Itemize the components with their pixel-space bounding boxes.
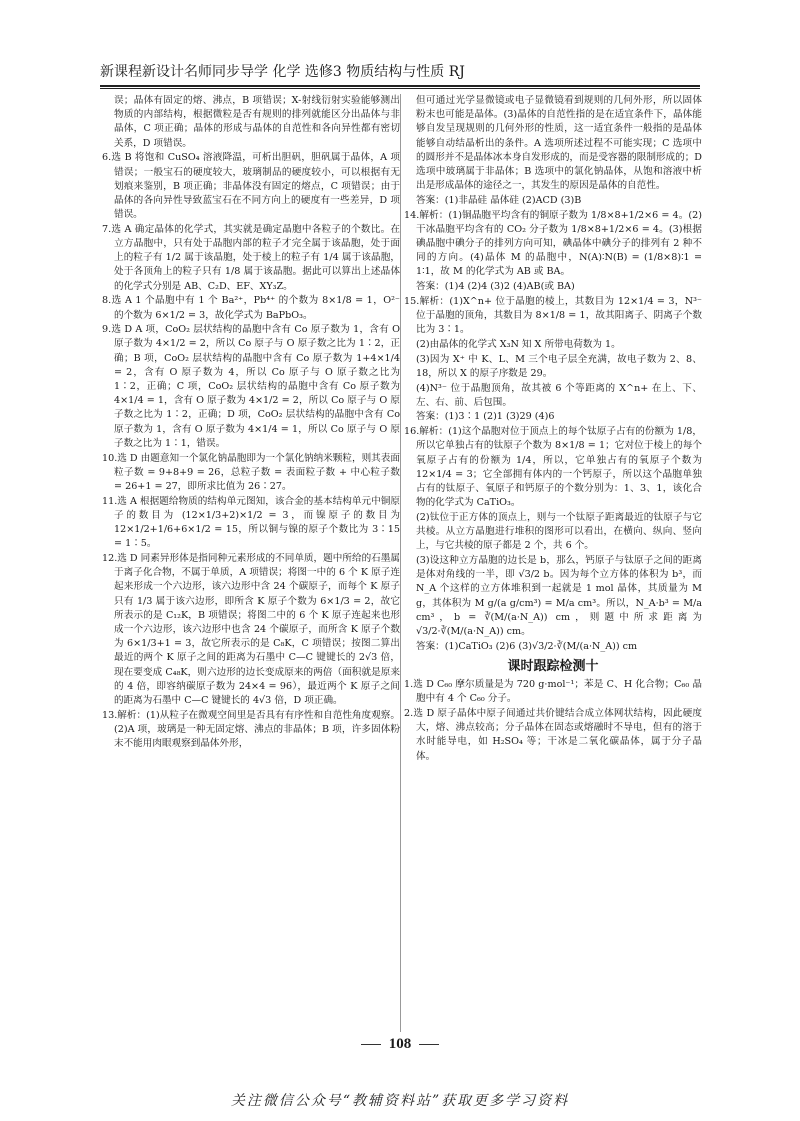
answer-paragraph: 9.选 D A 项，CoO₂ 层状结构的晶胞中含有 Co 原子数为 1，含有 O 原子数为 4×1/2 = 2，所以 Co 原子与 O 原子数之比为 1∶2，正确；B 项，CoO₂ 层状结构的晶胞中含有 Co 原子数为 1+4×1/4 = 2，含有 O 原子数为 4，所以 Co 原子与 O 原子数之比为 1∶2，正确；C 项，CoO₂ 层状结构的晶胞中含有 Co 原子数为 4×1/4 = 1，含有 O 原子数为 4×1/2 = 2，所以 Co 原子与 O 原子数之比为 1∶2，正确；D 项，CoO₂ 层状结构的晶胞中含有 Co 原子数为 1，含有 O 原子数为 4×1/4 = 1，所以 Co 原子与 O 原子数之比为 1∶1，错误。 [102,324,400,449]
answer-paragraph: 7.选 A 确定晶体的化学式，其实就是确定晶胞中各粒子的个数比。在立方晶胞中，只有处于晶胞内部的粒子才完全属于该晶胞，处于面上的粒子有 1/2 属于该晶胞，处于棱上的粒子有 1/4 属于该晶胞，处于各顶角上的粒子只有 1/8 属于该晶胞。据此可以算出上述晶体的化学式分别是 AB、C₂D、EF、XY₃Z。 [102,223,400,292]
answer-paragraph: 12.选 D 同素异形体是指同种元素形成的不同单质，题中所给的石墨属于离子化合物，不属于单质，A 项错误；将图一中的 6 个 K 原子连起来形成一个六边形，该六边形中含 24 个碳原子，而每个 K 原子只有 1/3 属于该六边形，即所含 K 原子个数为 6×1/3 = 2，故它所表示的是 C₁₂K，B 项错误；将图二中的 6 个 K 原子连起来也形成一个六边形，该六边形中也含 24 个碳原子，而所含 K 原子个数为 6×1/3+1 = 3，故它所表示的是 C₈K，C 项错误；按图二算出最近的两个 K 原子之间的距离为石墨中 C—C 键键长的 2√3 倍，现在要变成 C₄₈K，则六边形的边长变成原来的两倍（面积就是原来的 4 倍，即容纳碳原子数为 24×4 = 96），最近两个 K 原子之间的距离为石墨中 C—C 键键长的 4√3 倍，D 项正确。 [102,553,400,707]
answer-paragraph: 16.解析：(1)这个晶胞对位于顶点上的每个钛原子占有的份额为 1/8，所以它单独占有的钛原子个数为 8×1/8 = 1；它对位于棱上的每个氧原子占有的份额为 1/4，所以，它单独占有的氧原子个数为 12×1/4 = 3；它全部拥有体内的一个钙原子，所以这个晶胞单独占有的钛原子、氧原子和钙原子的个数分别为：1、3、1，该化合物的化学式为 CaTiO₃。 [404,426,702,509]
right-column [404,94,702,764]
left-column [102,94,400,752]
answer-paragraph: 6.选 B 将饱和 CuSO₄ 溶液降温，可析出胆矾，胆矾属于晶体，A 项错误；一般宝石的硬度较大，玻璃制品的硬度较小，可以根据有无划痕来鉴别，B 项正确；非晶体没有固定的熔点，C 项错误；由于晶体的各向异性导致蓝宝石在不同方向上的硬度有一些差异，D 项错误。 [102,152,400,221]
answer-paragraph: 10.选 D 由题意知一个氯化钠晶胞即为一个氯化钠纳米颗粒，则其表面粒子数 = 9+8+9 = 26，总粒子数 = 表面粒子数 + 中心粒子数 = 26+1 = 27，即所求比值为 26∶27。 [102,452,400,492]
header-rule-thin [100,88,700,89]
answer-paragraph: 答案：(1)CaTiO₃ (2)6 (3)√3/2·∛(M/(a·N_A)) cm [416,640,638,652]
answer-paragraph: 答案：(1)4 (2)4 (3)2 (4)AB(或 BA) [416,281,575,293]
answer-paragraph: (4)N³⁻ 位于晶胞顶角，故其被 6 个等距离的 X^n+ 在上、下、左、右、前、后包围。 [416,382,702,408]
page-number: 108 [0,1036,800,1053]
running-header: 新课程新设计名师同步导学 化学 选修3 物质结构与性质 RJ [100,64,465,80]
footer-note: 关注微信公众号“教辅资料站”获取更多学习资料 [230,1093,570,1109]
answer-paragraph: (3)设这种立方晶胞的边长是 b，那么，钙原子与钛原子之间的距离是体对角线的一半，即 √3/2 b。因为每个立方体的体积为 b³，而 N_A 个这样的立方体堆积到一起就是 1 mol 晶体，其质量为 M g，其体积为 M g/(a g/cm³) = M/a cm³。所以，N_A·b³ = M/a cm³，b = ∛(M/(a·N_A)) cm，则题中所求距离为 √3/2·∛(M/(a·N_A)) cm。 [416,555,702,638]
answer-paragraph: 8.选 A 1 个晶胞中有 1 个 Ba²⁺，Pb⁴⁺ 的个数为 8×1/8 = 1，O²⁻ 的个数为 6×1/2 = 3，故化学式为 BaPbO₃。 [102,295,400,321]
answer-paragraph: 答案：(1)3∶1 (2)1 (3)29 (4)6 [416,411,555,423]
answer-paragraph: (3)因为 X⁺ 中 K、L、M 三个电子层全充满，故电子数为 2、8、18，所以 X 的原子序数是 29。 [416,353,702,379]
answer-paragraph: (2)钛位于正方体的顶点上，则与一个钛原子距离最近的钛原子与它共棱。从立方晶胞进行堆积的图形可以看出，在横向、纵向、竖向上，与它共棱的原子都是 2 个，共 6 个。 [416,511,702,552]
answer-paragraph: 14.解析：(1)铜晶胞平均含有的铜原子数为 1/8×8+1/2×6 = 4。(2)干冰晶胞平均含有的 CO₂ 分子数为 1/8×8+1/2×6 = 4。(3)根据碘晶胞中碘分子的排列方向可知，碘晶体中碘分子的排列有 2 种不同的方向。(4)晶体 M 的晶胞中，N(A)∶N(B) = (1/8×8)∶1 = 1∶1，故 M 的化学式为 AB 或 BA。 [404,209,702,278]
answer-paragraph: 但可通过光学显微镜或电子显微镜看到规则的几何外形，所以固体粉末也可能是晶体。(3)晶体的自范性指的是在适宜条件下，晶体能够自发呈现规则的几何外形的性质，这一适宜条件一般指的是晶体能够自动结晶析出的条件。A 选项所述过程不可能实现；C 选项中的圆形并不是晶体冰本身自发形成的，而是受容器的限制形成的；D 选项中玻璃属于非晶体；B 选项中的氯化钠晶体，从饱和溶液中析出是形成晶体的途径之一，其发生的原因是晶体的自范性。 [416,95,702,192]
answer-paragraph: 1.选 D C₆₀ 摩尔质量是为 720 g·mol⁻¹；苯是 C、H 化合物；C₆₀ 晶胞中有 4 个 C₆₀ 分子。 [404,679,702,705]
column-divider [400,94,401,1032]
answer-paragraph: 2.选 D 原子晶体中原子间通过共价键结合成立体网状结构，因此硬度大，熔、沸点较高；分子晶体在固态或熔融时不导电，但有的溶于水时能导电，如 H₂SO₄ 等；干冰是二氧化碳晶体，属于分子晶体。 [404,708,702,762]
answer-paragraph: (2)由晶体的化学式 X₃N 知 X 所带电荷数为 1。 [416,338,621,350]
section-title: 课时跟踪检测十 [507,658,599,674]
answer-paragraph: 13.解析：(1)从粒子在微观空间里是否具有有序性和自范性角度观察。(2)A 项，玻璃是一种无固定熔、沸点的非晶体；B 项，许多固体粉末不能用肉眼观察到晶体外形， [102,709,400,750]
answer-paragraph: 11.选 A 根据题给物质的结构单元图知，该合金的基本结构单元中铜原子的数目为 (12×1/3+2)×1/2 = 3，而镍原子的数目为 12×1/2+1/6+6×1/2 = 15，所以铜与镍的原子个数比为 3∶15 = 1∶5。 [102,495,400,550]
answer-paragraph: 答案：(1)非晶硅 晶体硅 (2)ACD (3)B [416,194,582,206]
header-rule-thick [100,85,700,87]
answer-paragraph: 误；晶体有固定的熔、沸点，B 项错误；X-射线衍射实验能够测出物质的内部结构，根据微粒是否有规则的排列就能区分出晶体与非晶体，C 项正确；晶体的形成与晶体的自范性和各向异性都有密切关系，D 项错误。 [114,95,400,149]
answer-paragraph: 15.解析：(1)X^n+ 位于晶胞的棱上，其数目为 12×1/4 = 3，N³⁻ 位于晶胞的顶角，其数目为 8×1/8 = 1，故其阳离子、阴离子个数比为 3∶1。 [404,295,702,336]
